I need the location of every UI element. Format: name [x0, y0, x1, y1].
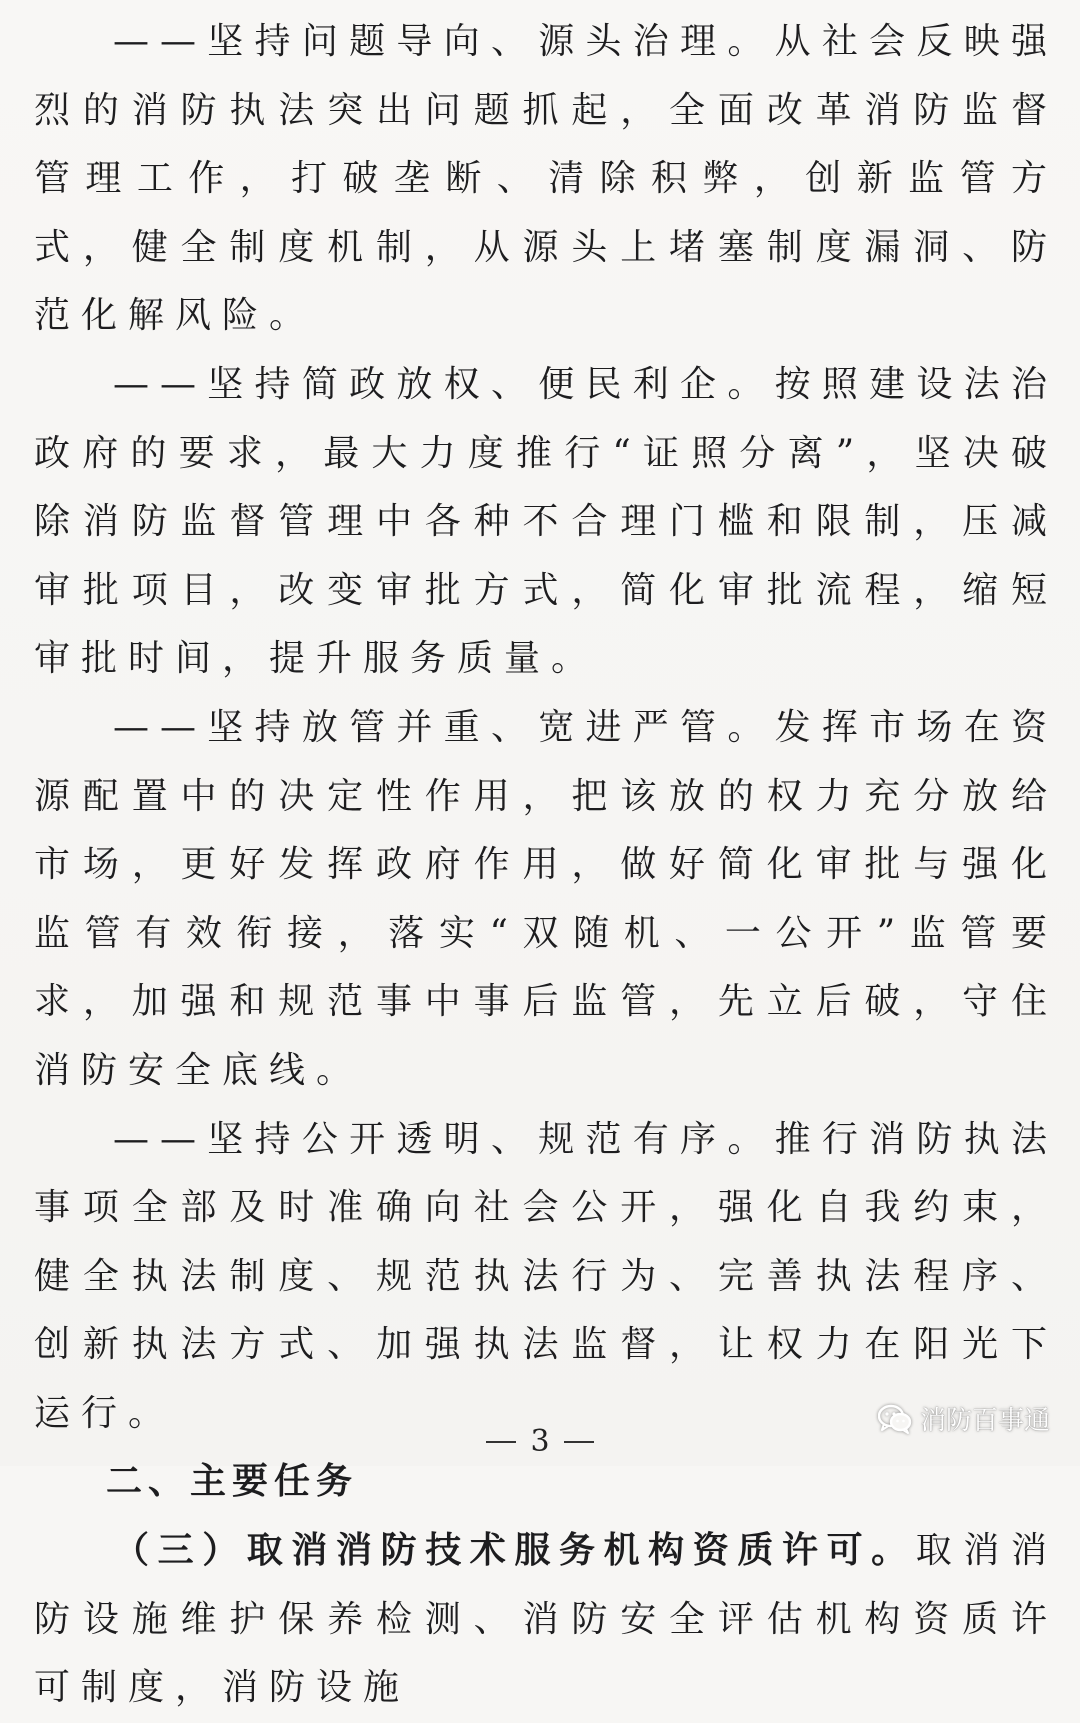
watermark-text: 消防百事通: [919, 1406, 1050, 1436]
principle-paragraph-3: ——坚持放管并重、宽进严管。发挥市场在资源配置中的决定性作用，把该放的权力充分放给市场，更好发挥政府作用，做好简化审批与强化监管有效衔接，落实“双随机、一公开”监管要求，加强和规范事中事后监管，先立后破，守住消防安全底线。: [34, 706, 1058, 1091]
principle-paragraph-4: ——坚持公开透明、规范有序。推行消防执法事项全部及时准确向社会公开，强化自我约束，健全执法制度、规范执法行为、完善执法程序、创新执法方式、加强执法监督，让权力在阳光下运行。: [34, 1118, 1058, 1434]
footer-dash-left: [486, 1441, 516, 1443]
task-paragraph: [34, 1517, 1058, 1723]
principle-paragraph-1: ——坚持问题导向、源头治理。从社会反映强烈的消防执法突出问题抓起，全面改革消防监督管理工作，打破垄断、清除积弊，创新监管方式，健全制度机制，从源头上堵塞制度漏洞、防范化解风险。: [34, 21, 1058, 337]
section-heading: 二、主要任务: [106, 1461, 359, 1503]
principle-paragraph-2: ——坚持简政放权、便民利企。按照建设法治政府的要求，最大力度推行“证照分离”，坚决破除消防监督管理中各种不合理门槛和限制，压减审批项目，改变审批方式，简化审批流程，缩短审批时间，提升服务质量。: [34, 363, 1058, 680]
task-lead: （三）取消消防技术服务机构资质许可。: [113, 1530, 916, 1572]
page-number: 3: [530, 1424, 550, 1459]
task-text: 取消消防设施维护保养检测、消防安全评估机构资质许可制度，消防设施: [34, 1530, 1058, 1709]
footer-dash-right: [564, 1441, 594, 1443]
page-footer: [0, 1424, 1080, 1459]
